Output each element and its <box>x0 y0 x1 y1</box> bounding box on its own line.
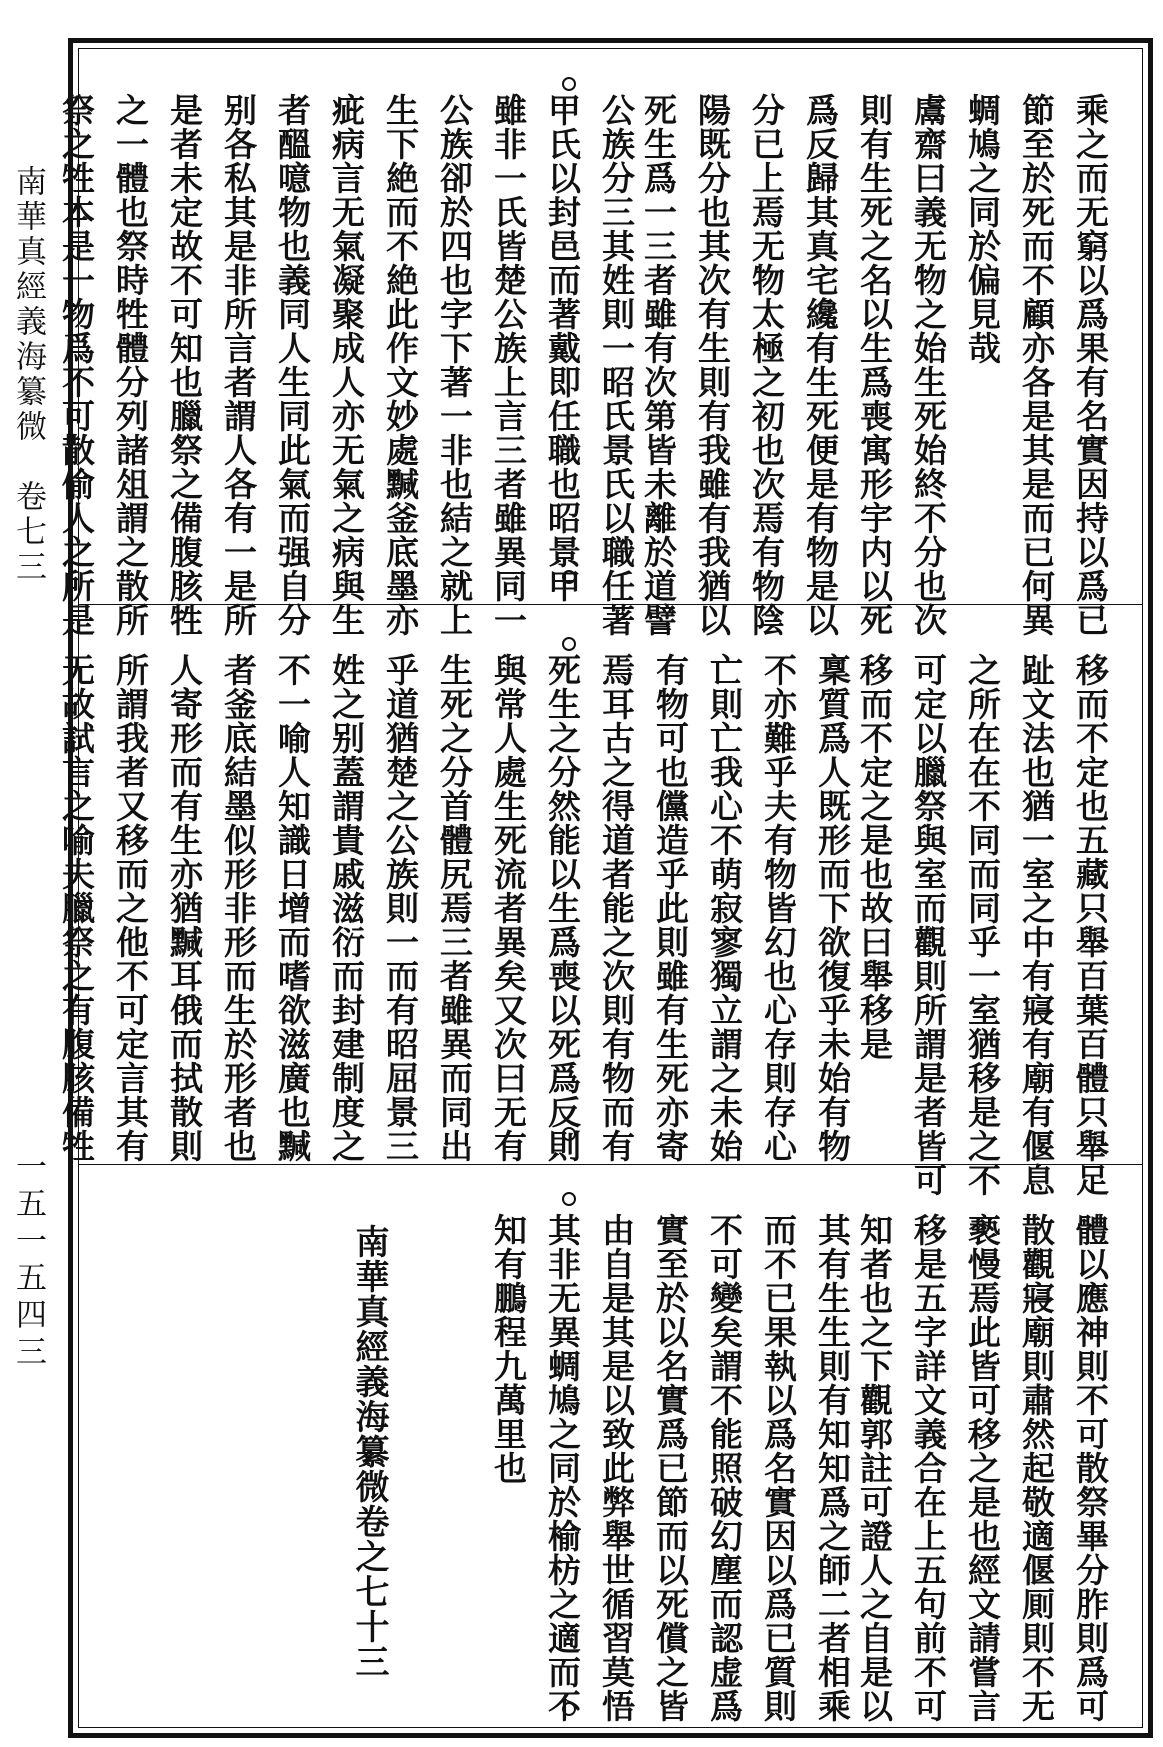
text-column: 甲氏以封邑而著戴即任職也昭景甲 <box>543 93 582 603</box>
text-column: 移而不定也五藏只舉百葉百體只舉足 <box>1071 653 1110 1197</box>
text-column: 公族分三其姓則一昭氏景氏以職任著 <box>597 93 636 637</box>
text-column: 知者也之下觀郭註可證人之自是以 <box>855 1213 894 1723</box>
text-column: 者醞噫物也義同人生同此氣而强自分 <box>273 93 312 637</box>
text-column: 陽既分也其次有生則有我雖有我猶以 <box>693 93 732 637</box>
text-column: 是者未定故不可知也臘祭之備腹胲牲 <box>165 93 204 637</box>
text-column: 死生爲一三者雖有次第皆未離於道譬 <box>639 93 678 637</box>
text-column: 祭之牲本是一物爲不可散偷人之所是 <box>57 93 96 637</box>
text-column: 不可變矣謂不能照破幻塵而認虚爲 <box>705 1213 744 1723</box>
text-column: 實至於以名實爲已節而以死償之皆 <box>651 1213 690 1723</box>
text-column: 无故試言之喻夫臘祭之有腹胲備牲 <box>57 653 96 1163</box>
text-column: 焉耳古之得道者能之次則有物而有 <box>597 653 636 1163</box>
circle-mark <box>562 637 576 651</box>
text-column: 稟質爲人既形而下欲復乎未始有物 <box>813 653 852 1163</box>
text-column: 者釜底結墨似形非形而生於形者也 <box>219 653 258 1163</box>
text-column: 雖非一氏皆楚公族上言三者雖異同一 <box>489 93 528 637</box>
text-panel-1 <box>57 93 1116 637</box>
inner-border <box>57 48 1143 1728</box>
text-column: 有物可也儻造乎此則雖有生死亦寄 <box>651 653 690 1163</box>
text-column: 散觀寢廟則肅然起敬適偃厠則不无 <box>1017 1213 1056 1723</box>
page-number: 一五一五四三 <box>10 1150 46 1372</box>
text-column: 其非无異蜩鳩之同於榆枋之適而不 <box>543 1213 582 1723</box>
text-column: 可定以臘祭與室而觀則所謂是者皆可 <box>909 653 948 1197</box>
text-column: 而不已果執以爲名實因以爲已質則 <box>759 1213 798 1723</box>
text-column: 分已上焉无物太極之初也次焉有物陰 <box>747 93 786 637</box>
side-title: 南華真經義海纂微 卷七三 <box>10 165 46 585</box>
text-column: 乘之而无窮以爲果有名實因持以爲已 <box>1071 93 1110 637</box>
text-column: 爲反歸其真宅纔有生死便是有物是以 <box>801 93 840 637</box>
text-column: 則有生死之名以生爲喪寓形宇内以死 <box>855 93 894 637</box>
text-column: 褻慢焉此皆可移之是也經文請嘗言 <box>963 1213 1002 1723</box>
text-column: 移而不定之是也故曰舉移是 <box>855 653 894 1061</box>
text-column: 人寄形而有生亦猶黬耳俄而拭散則 <box>165 653 204 1163</box>
text-panel-3 <box>121 1213 1116 1733</box>
text-column: 所謂我者又移而之他不可定言其有 <box>111 653 150 1163</box>
text-column: 體以應神則不可散祭畢分胙則爲可 <box>1071 1213 1110 1723</box>
text-column: 亡則亡我心不萌寂寥獨立謂之未始 <box>705 653 744 1163</box>
text-column: 公族卻於四也字下著一非也結之就上 <box>435 93 474 637</box>
text-column: 死生之分然能以生爲喪以死爲反則 <box>543 653 582 1163</box>
text-column: 不亦難乎夫有物皆幻也心存則存心 <box>759 653 798 1163</box>
text-column: 由自是其是以致此弊舉世循習莫悟 <box>597 1213 636 1723</box>
text-column: 乎道猶楚之公族則一而有昭屈景三 <box>381 653 420 1163</box>
text-column: 知有鵬程九萬里也 <box>489 1213 528 1485</box>
text-column: 與常人處生死流者異矣又次曰无有 <box>489 653 528 1163</box>
text-column: 疵病言无氣凝聚成人亦无氣之病與生 <box>327 93 366 637</box>
text-column: 不一喻人知識日增而嗜欲滋廣也黬 <box>273 653 312 1163</box>
circle-mark <box>562 1192 576 1206</box>
circle-mark <box>562 77 576 91</box>
text-column: 蜩鳩之同於偏見哉 <box>963 93 1002 365</box>
text-panel-2 <box>57 653 1116 1197</box>
text-column: 趾文法也猶一室之中有寢有廟有偃息 <box>1017 653 1056 1197</box>
text-column: 之所在在不同而同乎一室猶移是之不 <box>963 653 1002 1197</box>
volume-end-title: 南華真經義海纂微卷之七十三 <box>349 1224 389 1679</box>
page-frame <box>57 38 1153 1738</box>
text-column: 生下絶而不絶此作文妙處黬釜底墨亦 <box>381 93 420 637</box>
text-column: 移是五字詳文義合在上五句前不可 <box>909 1213 948 1723</box>
text-column: 别各私其是非所言者謂人各有一是所 <box>219 93 258 637</box>
text-column: 之一體也祭時牲體分列諸俎謂之散所 <box>111 93 150 637</box>
text-column: 節至於死而不顧亦各是其是而已何異 <box>1017 93 1056 637</box>
text-column: 姓之别蓋謂貴戚滋衍而封建制度之 <box>327 653 366 1163</box>
text-column: 鬳齋曰義无物之始生死始終不分也次 <box>909 93 948 637</box>
text-column: 其有生生則有知知爲之師二者相乘 <box>813 1213 852 1723</box>
text-column: 生死之分首體尻焉三者雖異而同出 <box>435 653 474 1163</box>
